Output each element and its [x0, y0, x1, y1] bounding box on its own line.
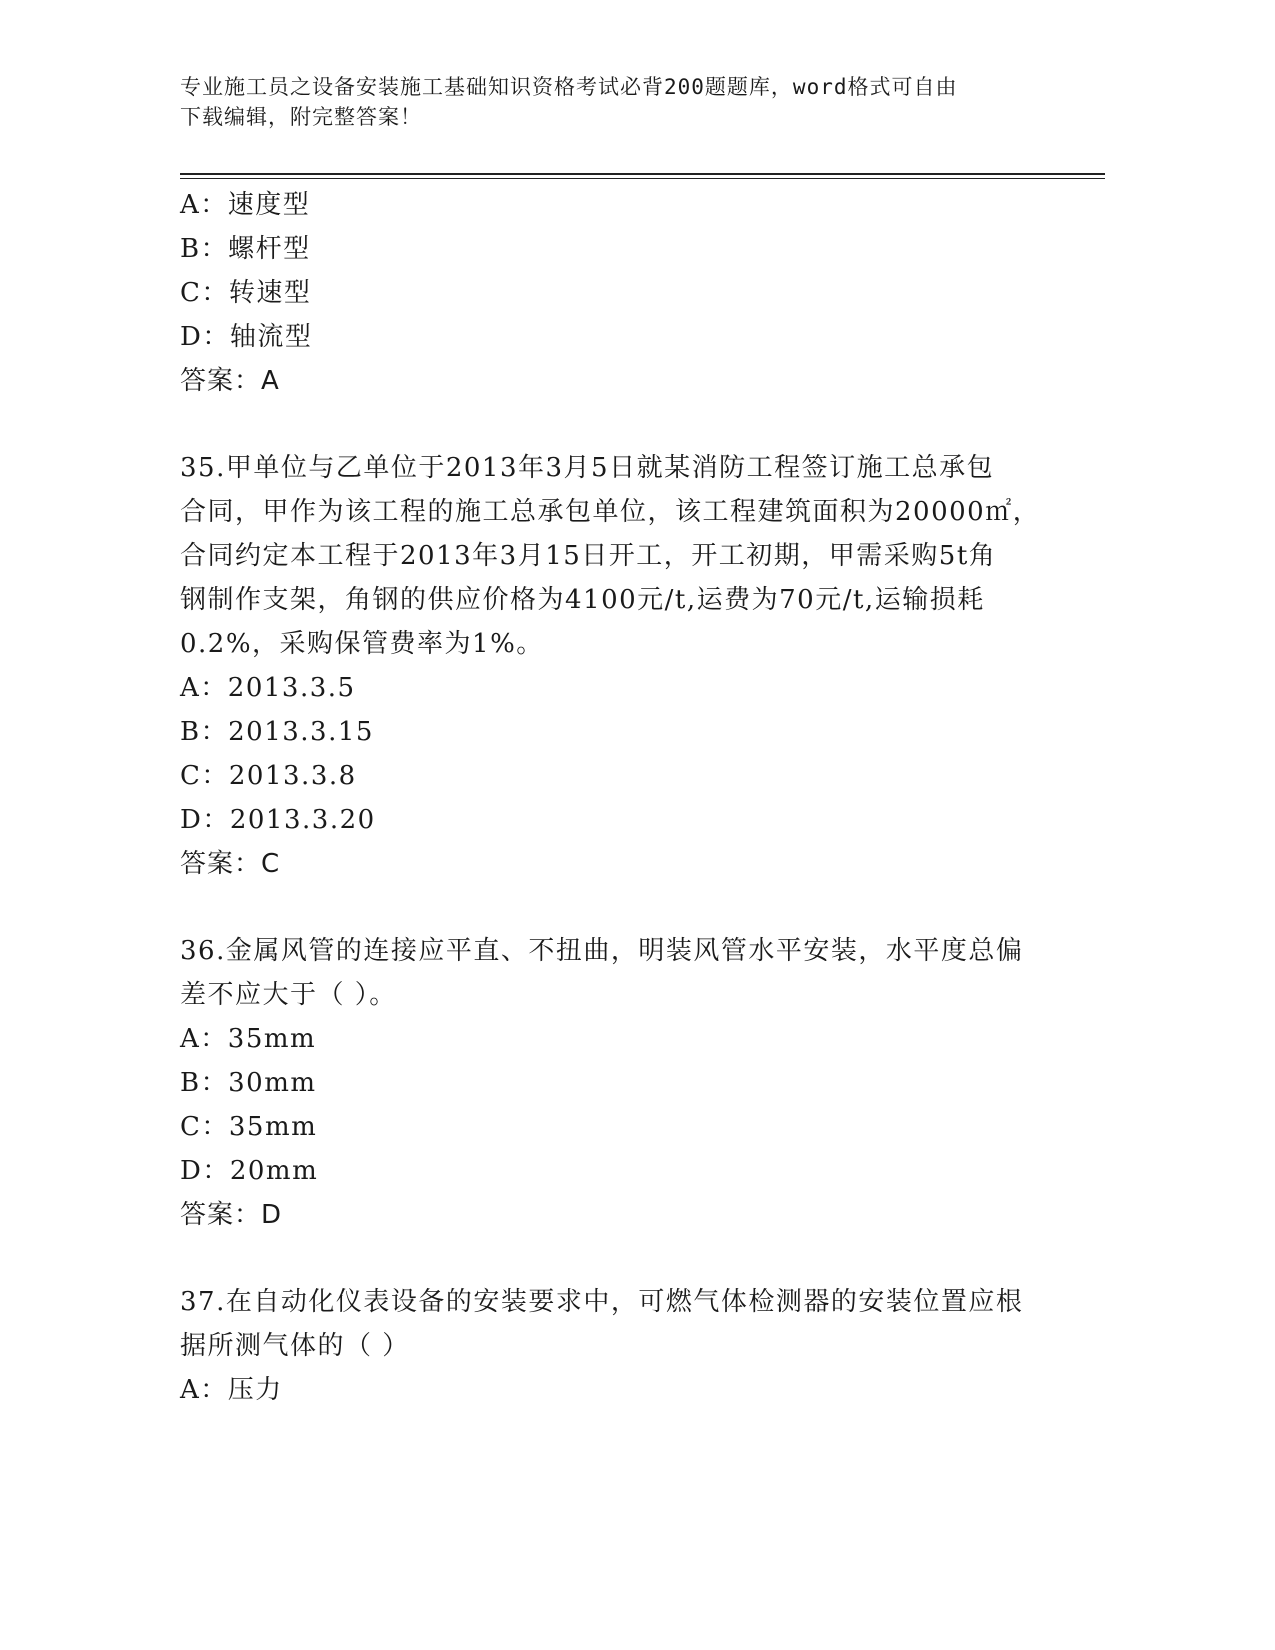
- answer-line: 答案：C: [180, 849, 281, 879]
- option-d: D：轴流型: [180, 322, 313, 352]
- option-b: B：30mm: [180, 1068, 317, 1098]
- question-34: [180, 183, 1040, 403]
- option-b: B：2013.3.15: [180, 717, 374, 747]
- option-a: A：2013.3.5: [180, 673, 356, 703]
- question-text-line: 据所测气体的（ ）: [180, 1331, 410, 1361]
- answer-line: 答案：D: [180, 1200, 283, 1230]
- option-d: D：2013.3.20: [180, 805, 376, 835]
- question-36: [180, 929, 1040, 1237]
- option-d: D：20mm: [180, 1156, 319, 1186]
- option-c: C：转速型: [180, 278, 312, 308]
- header-line-1: 专业施工员之设备安装施工基础知识资格考试必背200题题库，word格式可自由: [180, 75, 958, 99]
- option-a: A：压力: [180, 1375, 283, 1405]
- question-text-line: 35.甲单位与乙单位于2013年3月5日就某消防工程签订施工总承包: [180, 453, 995, 483]
- option-b: B：螺杆型: [180, 234, 311, 264]
- question-text-line: 差不应大于（ ）。: [180, 980, 397, 1010]
- header-divider-thin: [180, 178, 1105, 179]
- spacer: [180, 1237, 1040, 1280]
- question-text-line: 合同约定本工程于2013年3月15日开工，开工初期，甲需采购5t角: [180, 541, 997, 571]
- question-text-line: 0.2%，采购保管费率为1%。: [180, 629, 544, 659]
- document-header: [180, 72, 1060, 132]
- header-divider-thick: [180, 173, 1105, 175]
- question-text-line: 37.在自动化仪表设备的安装要求中，可燃气体检测器的安装位置应根: [180, 1287, 1024, 1317]
- answer-line: 答案：A: [180, 366, 280, 396]
- question-35: [180, 446, 1040, 886]
- option-c: C：35mm: [180, 1112, 318, 1142]
- header-line-2: 下载编辑，附完整答案！: [180, 105, 422, 129]
- question-37: [180, 1280, 1040, 1412]
- question-text-line: 钢制作支架，角钢的供应价格为4100元/t,运费为70元/t,运输损耗: [180, 585, 985, 615]
- option-a: A：速度型: [180, 190, 311, 220]
- spacer: [180, 403, 1040, 446]
- option-c: C：2013.3.8: [180, 761, 357, 791]
- spacer: [180, 886, 1040, 929]
- option-a: A：35mm: [180, 1024, 317, 1054]
- question-text-line: 合同，甲作为该工程的施工总承包单位，该工程建筑面积为20000㎡，: [180, 497, 1041, 527]
- question-text-line: 36.金属风管的连接应平直、不扭曲，明装风管水平安装，水平度总偏: [180, 936, 1024, 966]
- question-content: [180, 183, 1040, 1412]
